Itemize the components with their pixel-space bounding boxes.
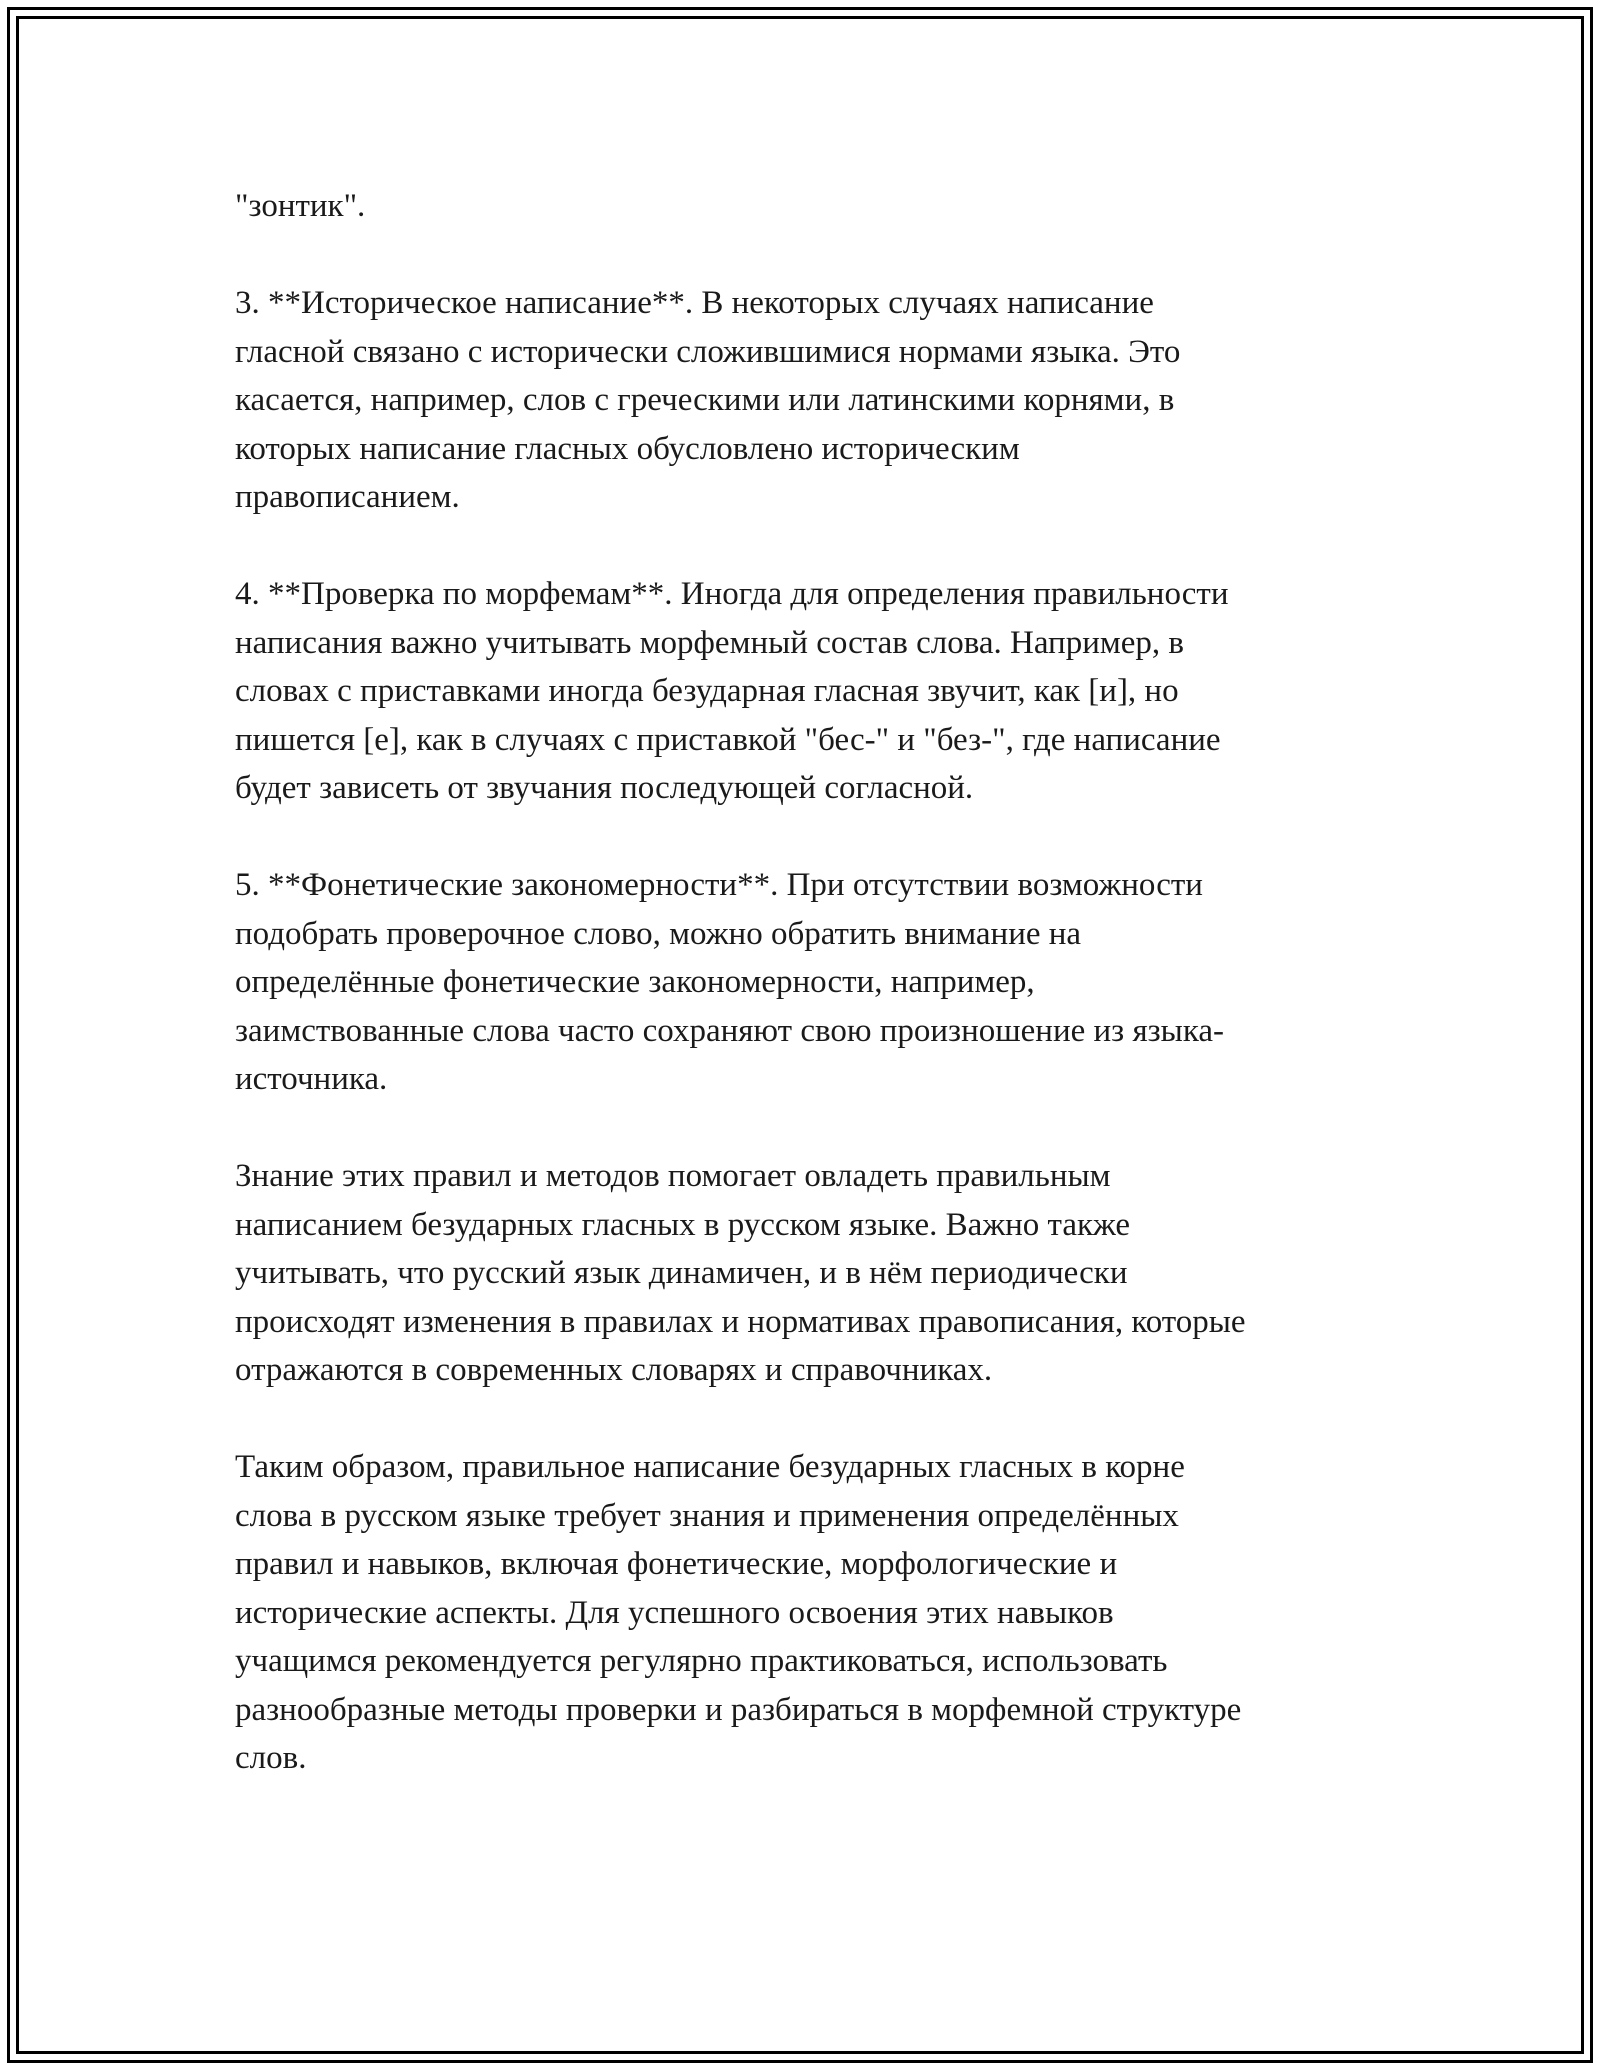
text-line: 5. **Фонетические закономерности**. При отсутствии возможности — [235, 867, 1203, 903]
text-line: исторические аспекты. Для успешного освоения этих навыков — [235, 1594, 1114, 1631]
paragraph-gap — [235, 522, 1385, 571]
text-line: словах с приставками иногда безударная гласная звучит, как [и], но — [235, 673, 1179, 709]
text-line: будет зависеть от звучания последующей согласной. — [235, 770, 974, 806]
text-line: заимствованные слова часто сохраняют свою произношение из языка- — [235, 1012, 1225, 1049]
text-line: пишется [е], как в случаях с приставкой "бес-" и "без-", где написание — [235, 721, 1221, 758]
text-line: учащимся рекомендуется регулярно практиковаться, использовать — [235, 1643, 1168, 1679]
text-line: правил и навыков, включая фонетические, морфологические и — [235, 1546, 1118, 1582]
text-line: подобрать проверочное слово, можно обратить внимание на — [235, 915, 1082, 952]
text-line: написания важно учитывать морфемный состав слова. Например, в — [235, 624, 1184, 661]
paragraph — [235, 570, 1385, 813]
document-body — [235, 182, 1385, 1783]
text-line: отражаются в современных словарях и справочниках. — [235, 1352, 993, 1388]
text-line: которых написание гласных обусловлено историческим — [235, 430, 1020, 467]
paragraph-gap — [235, 1104, 1385, 1153]
text-line: источника. — [235, 1061, 388, 1097]
paragraph — [235, 1152, 1385, 1395]
text-line: происходят изменения в правилах и нормативах правописания, которые — [235, 1303, 1246, 1340]
text-line: касается, например, слов с греческими или латинскими корнями, в — [235, 382, 1175, 418]
text-line: написанием безударных гласных в русском языке. Важно также — [235, 1206, 1131, 1243]
text-line: разнообразные методы проверки и разбираться в морфемной структуре — [235, 1691, 1242, 1728]
paragraph — [235, 182, 1385, 231]
paragraph-gap — [235, 231, 1385, 280]
text-line: 3. **Историческое написание**. В некоторых случаях написание — [235, 285, 1154, 321]
paragraph — [235, 861, 1385, 1104]
text-line: 4. **Проверка по морфемам**. Иногда для определения правильности — [235, 576, 1229, 612]
text-line: определённые фонетические закономерности, например, — [235, 964, 1035, 1000]
text-line: слова в русском языке требует знания и применения определённых — [235, 1497, 1179, 1534]
paragraph-gap — [235, 813, 1385, 862]
text-line: гласной связано с исторически сложившимися нормами языка. Это — [235, 333, 1181, 370]
text-line: слов. — [235, 1740, 307, 1776]
paragraph — [235, 1443, 1385, 1783]
text-line: Знание этих правил и методов помогает овладеть правильным — [235, 1158, 1111, 1194]
text-line: "зонтик". — [235, 188, 366, 224]
text-line: Таким образом, правильное написание безударных гласных в корне — [235, 1449, 1185, 1485]
text-line: учитывать, что русский язык динамичен, и в нём периодически — [235, 1255, 1128, 1291]
paragraph — [235, 279, 1385, 522]
text-line: правописанием. — [235, 479, 460, 515]
paragraph-gap — [235, 1395, 1385, 1444]
